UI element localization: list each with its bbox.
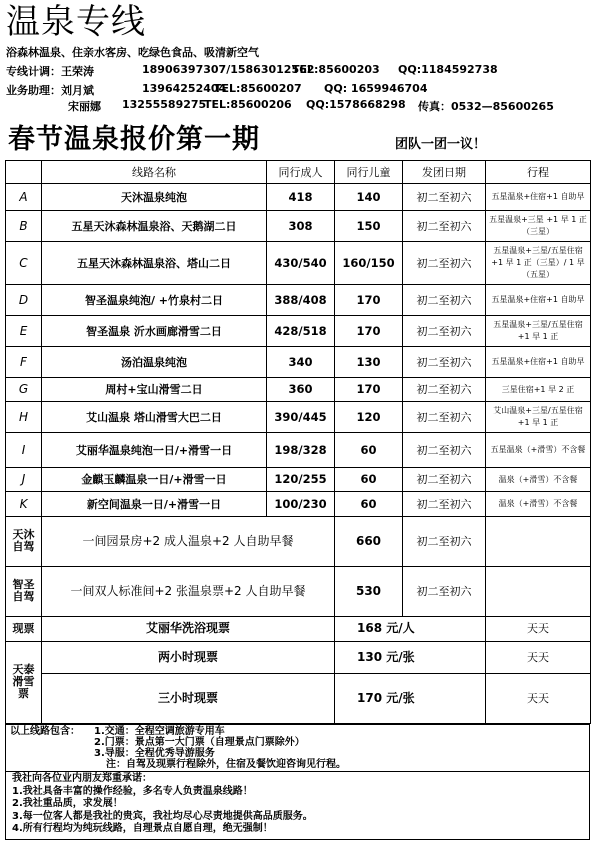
package-row [6,566,591,616]
table-row [6,492,591,516]
ticket-price: 170 元/张 [335,673,486,723]
ticket-desc: 艾丽华洗浴现票 [42,616,335,641]
itinerary: 艾山温泉+三星/五星住宿+1 早 1 正 [486,402,591,433]
contact-qq: QQ:1184592738 [398,63,498,76]
package-blank [486,516,591,566]
package-blank [486,566,591,616]
child-price: 170 [335,316,403,347]
itinerary: 五星温泉+住宿+1 自助早 [486,347,591,378]
header-route: 线路名称 [42,161,267,184]
table-row [6,433,591,468]
contact-phone: 13964252404 [142,82,227,95]
route-id: I [6,433,42,468]
contact-tel: TEL:85600207 [214,82,302,95]
contact-tel: TEL:85600203 [292,63,380,76]
itinerary: 三星住宿+1 早 2 正 [486,378,591,402]
child-price: 150 [335,211,403,242]
route-id: A [6,184,42,211]
ticket-date: 天天 [486,641,591,673]
route-name: 天沐温泉纯泡 [42,184,267,211]
slogan: 浴森林温泉、住亲水客房、吃绿色食品、吸清新空气 [6,46,259,59]
route-name: 新空间温泉一日/+滑雪一日 [42,492,267,516]
child-price: 140 [335,184,403,211]
departure-date: 初二至初六 [403,242,486,285]
departure-date: 初二至初六 [403,402,486,433]
route-id: F [6,347,42,378]
child-price: 60 [335,433,403,468]
departure-date: 初二至初六 [403,316,486,347]
route-id: E [6,316,42,347]
package-price: 660 [335,516,403,566]
header-itinerary: 行程 [486,161,591,184]
package-desc: 一间双人标准间+2 张温泉票+2 人自助早餐 [42,566,335,616]
header-blank [6,161,42,184]
adult-price: 198/328 [267,433,335,468]
package-row [6,516,591,566]
contact-fax: 传真：0532—85600265 [418,100,554,113]
contact-phone: 13255589275 [122,98,207,111]
itinerary: 五星温泉+三星/五星住宿+1 早 1 正 [486,316,591,347]
route-id: C [6,242,42,285]
contact-role: 专线计调：王荣涛 [6,65,94,78]
departure-date: 初二至初六 [403,184,486,211]
route-id: G [6,378,42,402]
adult-price: 340 [267,347,335,378]
ticket-price: 130 元/张 [335,641,486,673]
adult-price: 388/408 [267,285,335,316]
adult-price: 360 [267,378,335,402]
itinerary: 五星温泉（+滑雪）不含餐 [486,433,591,468]
child-price: 60 [335,468,403,492]
table-row [6,211,591,242]
includes-item: 3.导服：全程优秀导游服务 [94,748,215,759]
table-row [6,468,591,492]
contact-qq: QQ: 1659946704 [324,82,428,95]
route-name: 艾丽华温泉纯泡一日/+滑雪一日 [42,433,267,468]
route-name: 智圣温泉 沂水画廊滑雪二日 [42,316,267,347]
contact-tel: TEL:85600206 [204,98,292,111]
adult-price: 120/255 [267,468,335,492]
child-price: 170 [335,378,403,402]
table-row [6,402,591,433]
departure-date: 初二至初六 [403,468,486,492]
header-child: 同行儿童 [335,161,403,184]
table-row [6,184,591,211]
promise-item: 1.我社具备丰富的操作经验，多名专人负责温泉线路！ [12,785,253,797]
departure-date: 初二至初六 [403,211,486,242]
includes-note: 注：自驾及现票行程除外，住宿及餐饮迎咨询见行程。 [106,759,346,770]
adult-price: 418 [267,184,335,211]
child-price: 120 [335,402,403,433]
child-price: 160/150 [335,242,403,285]
contact-qq: QQ:1578668298 [306,98,406,111]
adult-price: 308 [267,211,335,242]
ticket-desc: 三小时现票 [42,673,335,723]
includes-title: 以上线路包含： [10,726,80,737]
ticket-price: 168 元/人 [335,616,486,641]
departure-date: 初二至初六 [403,285,486,316]
includes-item: 1.交通：全程空调旅游专用车 [94,726,225,737]
table-row [6,242,591,285]
package-date: 初二至初六 [403,566,486,616]
departure-date: 初二至初六 [403,347,486,378]
adult-price: 390/445 [267,402,335,433]
brand-title: 温泉专线 [6,2,146,42]
ticket-date: 天天 [486,616,591,641]
promise-title: 我社向各位业内朋友郑重承诺： [12,773,152,784]
adult-price: 430/540 [267,242,335,285]
itinerary: 温泉（+滑雪）不含餐 [486,492,591,516]
route-name: 五星天沐森林温泉浴、塔山二日 [42,242,267,285]
promise-item: 3.每一位客人都是我社的贵宾，我社均尽心尽责地提供高品质服务。 [12,810,313,822]
route-id: D [6,285,42,316]
route-id: J [6,468,42,492]
package-desc: 一间园景房+2 成人温泉+2 人自助早餐 [42,516,335,566]
route-id: K [6,492,42,516]
package-label: 智圣自驾 [6,566,42,616]
route-name: 金麒玉麟温泉一日/+滑雪一日 [42,468,267,492]
table-row [6,378,591,402]
departure-date: 初二至初六 [403,433,486,468]
contact-role: 宋丽娜 [68,100,101,113]
ticket-date: 天天 [486,673,591,723]
promise-box [5,772,590,840]
route-id: B [6,211,42,242]
includes-item: 2.门票：景点第一大门票（自理景点门票除外） [94,737,305,748]
table-row [6,347,591,378]
route-name: 汤泊温泉纯泡 [42,347,267,378]
route-name: 周村+宝山滑雪二日 [42,378,267,402]
table-row [6,316,591,347]
promise-item: 2.我社重品质，求发展！ [12,798,123,809]
package-label: 天沐自驾 [6,516,42,566]
ticket-row [6,673,591,723]
ticket-row [6,616,591,641]
child-price: 130 [335,347,403,378]
ticket-label: 现票 [6,616,42,641]
price-table [5,160,591,724]
ticket-row [6,641,591,673]
departure-date: 初二至初六 [403,492,486,516]
includes-box [5,724,590,772]
ticket-desc: 两小时现票 [42,641,335,673]
route-name: 智圣温泉纯泡/ +竹泉村二日 [42,285,267,316]
child-price: 170 [335,285,403,316]
contact-phone: 18906397307/15863012562 [142,63,315,76]
departure-date: 初二至初六 [403,378,486,402]
adult-price: 100/230 [267,492,335,516]
promise-item: 4.所有行程均为纯玩线路，自理景点自愿自理，绝无强制！ [12,823,273,834]
itinerary: 五星温泉+三星/五星住宿+1 早 1 正（三星）/ 1 早（五星） [486,242,591,285]
group-note: 团队一团一议！ [395,137,487,152]
ski-ticket-label: 天泰滑雪票 [6,641,42,723]
table-row [6,285,591,316]
page-title: 春节温泉报价第一期 [8,124,260,155]
child-price: 60 [335,492,403,516]
adult-price: 428/518 [267,316,335,347]
route-name: 艾山温泉 塔山滑雪大巴二日 [42,402,267,433]
route-name: 五星天沐森林温泉浴、天鹅湖二日 [42,211,267,242]
itinerary: 五星温泉+三星 +1 早 1 正（三星） [486,211,591,242]
package-price: 530 [335,566,403,616]
itinerary: 五星温泉+住宿+1 自助早 [486,184,591,211]
header-adult: 同行成人 [267,161,335,184]
header-date: 发团日期 [403,161,486,184]
table-header-row [6,161,591,184]
itinerary: 五星温泉+住宿+1 自助早 [486,285,591,316]
contact-role: 业务助理：刘月斌 [6,84,94,97]
package-date: 初二至初六 [403,516,486,566]
itinerary: 温泉（+滑雪）不含餐 [486,468,591,492]
route-id: H [6,402,42,433]
